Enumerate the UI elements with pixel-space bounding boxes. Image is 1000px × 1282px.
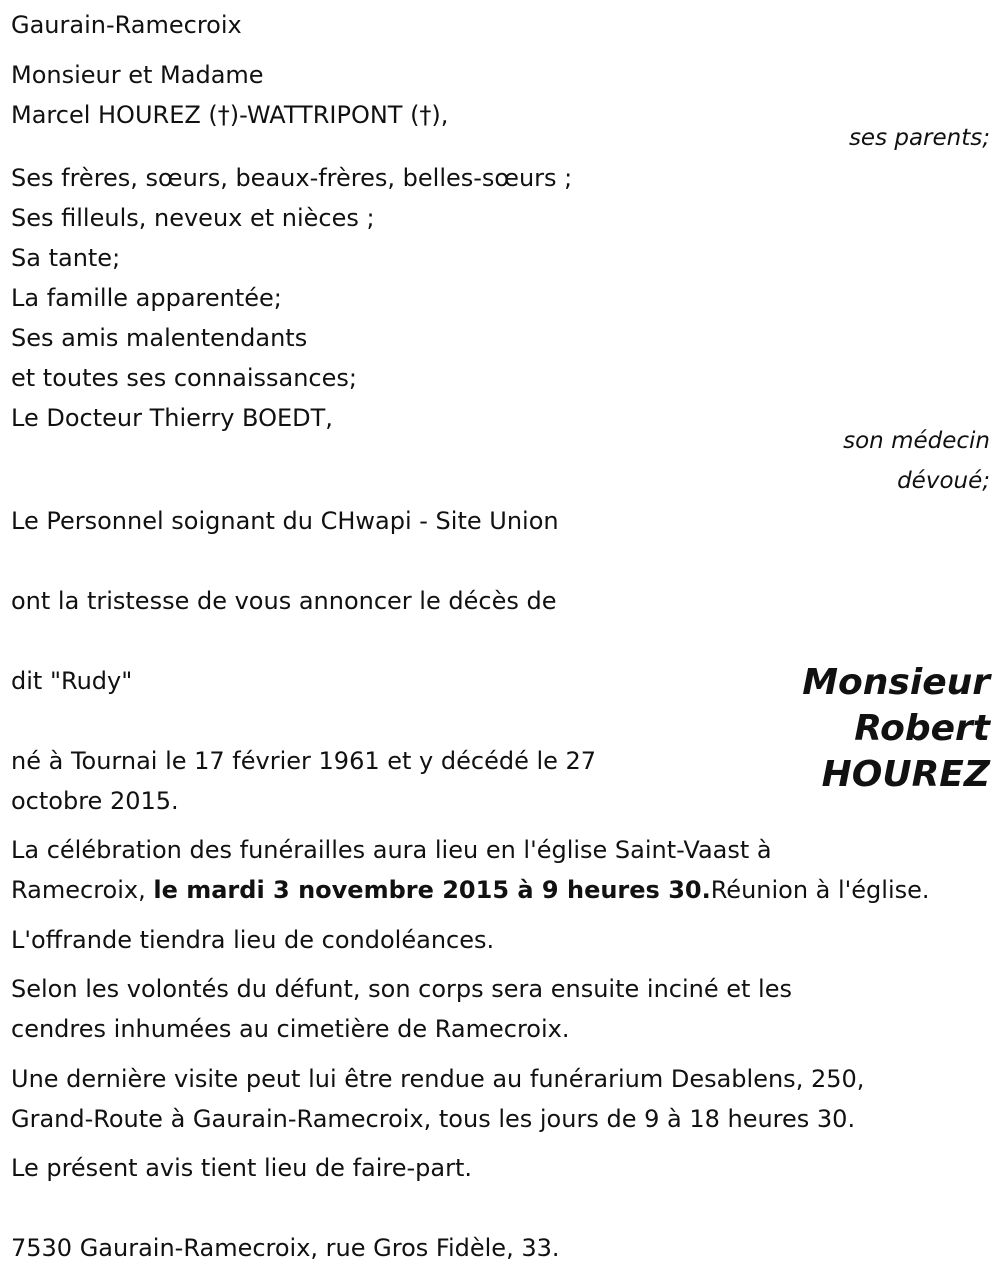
family-line: Sa tante;: [11, 244, 121, 272]
parents-line-1: Monsieur et Madame: [11, 61, 264, 89]
visit-line-2: Grand-Route à Gaurain-Ramecroix, tous les jours de 9 à 18 heures 30.: [11, 1105, 856, 1133]
cremation-line-2: cendres inhumées au cimetière de Ramecroix.: [11, 1015, 570, 1043]
deceased-last-name: HOUREZ: [821, 754, 990, 795]
staff-line: Le Personnel soignant du CHwapi - Site Union: [11, 507, 559, 535]
deceased-title: Monsieur: [802, 662, 990, 703]
parents-line-2: Marcel HOUREZ (†)-WATTRIPONT (†),: [11, 101, 449, 129]
funeral-line-1: La célébration des funérailles aura lieu en l'église Saint-Vaast à: [11, 836, 772, 864]
family-line: Ses amis malentendants: [11, 324, 308, 352]
deceased-first-name: Robert: [854, 708, 990, 749]
birth-line-1: né à Tournai le 17 février 1961 et y décédé le 27: [11, 747, 597, 775]
family-line: Ses filleuls, neveux et nièces ;: [11, 204, 375, 232]
town-heading: Gaurain-Ramecroix: [11, 11, 242, 39]
birth-line-2: octobre 2015.: [11, 787, 179, 815]
family-line: et toutes ses connaissances;: [11, 364, 357, 392]
funeral-date: le mardi 3 novembre 2015 à 9 heures 30.: [153, 876, 711, 904]
funeral-suffix: Réunion à l'église.: [710, 876, 930, 904]
family-line: La famille apparentée;: [11, 284, 282, 312]
parents-role: ses parents;: [848, 125, 990, 151]
cremation-line-1: Selon les volontés du défunt, son corps sera ensuite inciné et les: [11, 975, 792, 1003]
nickname: dit "Rudy": [11, 667, 133, 695]
doctor-role-line-1: son médecin: [843, 428, 990, 454]
address-line: 7530 Gaurain-Ramecroix, rue Gros Fidèle, 33.: [11, 1234, 560, 1262]
announce-line: ont la tristesse de vous annoncer le décès de: [11, 587, 557, 615]
funeral-line-2: [11, 870, 930, 910]
offering-line: L'offrande tiendra lieu de condoléances.: [11, 926, 495, 954]
family-line: Le Docteur Thierry BOEDT,: [11, 404, 333, 432]
funeral-prefix: Ramecroix,: [11, 876, 154, 904]
notice-line: Le présent avis tient lieu de faire-part.: [11, 1154, 473, 1182]
doctor-role-line-2: dévoué;: [897, 468, 990, 494]
visit-line-1: Une dernière visite peut lui être rendue au funérarium Desablens, 250,: [11, 1065, 865, 1093]
family-line: Ses frères, sœurs, beaux-frères, belles-sœurs ;: [11, 164, 573, 192]
deceased-name: [802, 660, 990, 798]
